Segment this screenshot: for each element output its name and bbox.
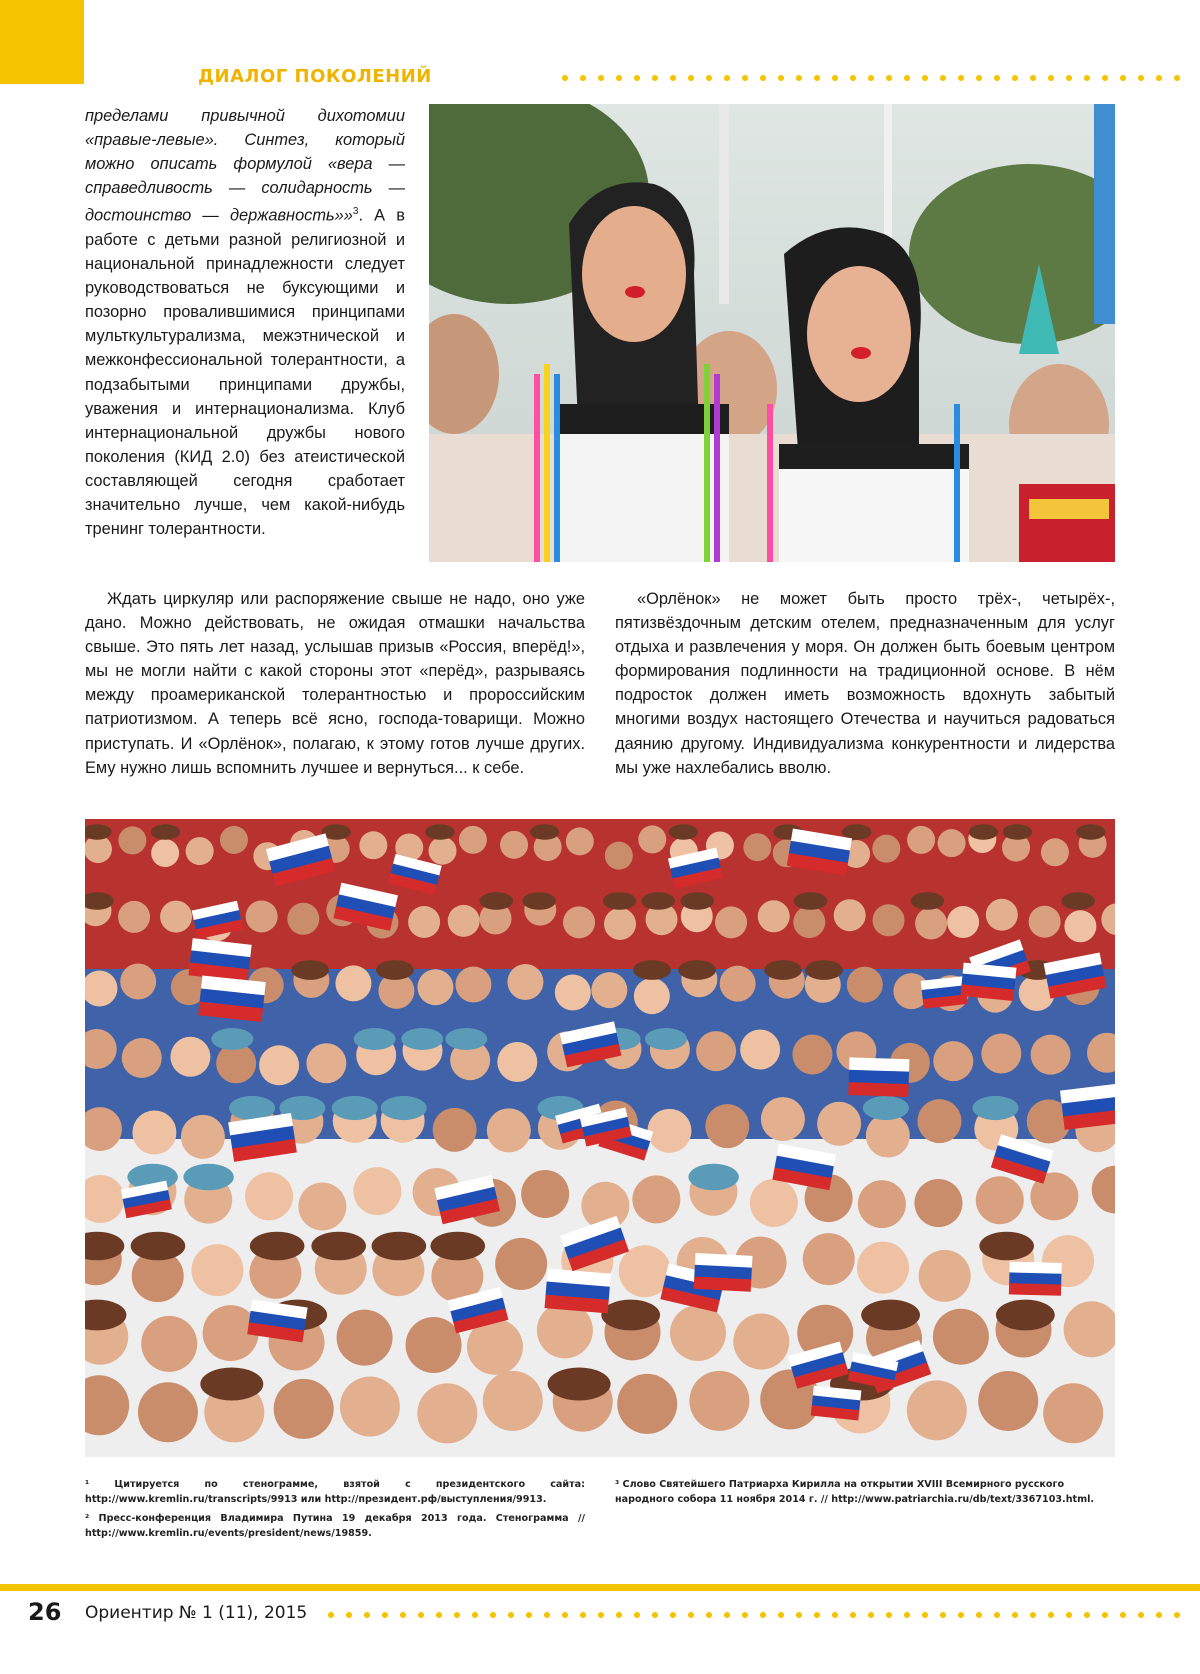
footer-accent-bar: [0, 1584, 1200, 1591]
header-dotted-rule: [556, 75, 1190, 81]
photo-crowd-with-flags: [85, 819, 1115, 1457]
left-full-paragraph: [85, 587, 585, 780]
footnotes-right: [615, 1477, 1115, 1511]
quote-text: пределами привычной дихотомии «правые-левые». Синтез, который можно описать формулой «вера — справедливость — солидарность — достоинство — державность»»: [85, 107, 405, 225]
left-narrow-column: [85, 104, 405, 541]
photo-children-costumes: [429, 104, 1115, 562]
section-title: ДИАЛОГ ПОКОЛЕНИЙ: [198, 66, 432, 87]
page-number: 26: [28, 1598, 62, 1626]
footnote-1: ¹ Цитируется по стенограмме, взятой с президентского сайта: http://www.kremlin.ru/transcripts/9913 или http://президент.рф/выступления/9913.: [85, 1479, 585, 1505]
photo-children-costumes-image: [429, 104, 1115, 562]
footnote-ref-3[interactable]: 3: [352, 206, 359, 218]
right-column-text: «Орлёнок» не может быть просто трёх-, четырёх-, пятизвёздочным детским отелем, предназначенным для услуг отдыха и развлечения у моря. Он должен быть боевым центром формирования подлинности на традиционной основе. В нём подросток должен иметь возможность вдохнуть забытый многими воздух настоящего Отечества и научиться радоваться даянию другому. Индивидуализма конкурентности и лидерства мы уже нахлебались вволю.: [615, 590, 1115, 777]
footnotes-left: [85, 1477, 585, 1545]
photo-crowd-with-flags-image: [85, 819, 1115, 1457]
footnote-2: ² Пресс-конференция Владимира Путина 19 декабря 2013 года. Стенограмма // http://www.kremlin.ru/events/president/news/19859.: [85, 1513, 585, 1539]
corner-accent-block: [0, 0, 84, 84]
left-narrow-paragraph: [85, 104, 405, 541]
footnote-3: ³ Слово Святейшего Патриарха Кирилла на открытии XVIII Всемирного русского народного собора 11 ноября 2014 г. // http://www.patriarchia.ru/db/text/3367103.html.: [615, 1479, 1095, 1505]
journal-name: Ориентир № 1 (11), 2015: [85, 1603, 308, 1623]
body-text: . А в работе с детьми разной религиозной и национальной принадлежности следует руководствоваться не буксующими и позорно провалившимися принципами мульткультурализма, межэтнической и межконфессиональной толерантности, а подзабытыми принципами дружбы, уважения и интернационализма. Клуб интернациональной дружбы нового поколения (КИД 2.0) без атеистической составляющей сегодня сработает значительно лучше, чем какой-нибудь тренинг толерантности.: [85, 206, 405, 539]
footer-dotted-rule: [322, 1612, 1190, 1618]
right-column-paragraph: [615, 587, 1115, 780]
left-full-text: Ждать циркуляр или распоряжение свыше не надо, оно уже дано. Можно действовать, не ожидая отмашки начальства свыше. Это пять лет назад, услышав призыв «Россия, вперёд!», мы не могли найти с какой стороны этот «перёд», разрываясь между проамериканской толерантностью и пророссийским патриотизмом. А теперь всё ясно, господа-товарищи. Можно приступать. И «Орлёнок», полагаю, к этому готов лучше других. Ему нужно лишь вспомнить лучшее и вернуться... к себе.: [85, 590, 585, 777]
